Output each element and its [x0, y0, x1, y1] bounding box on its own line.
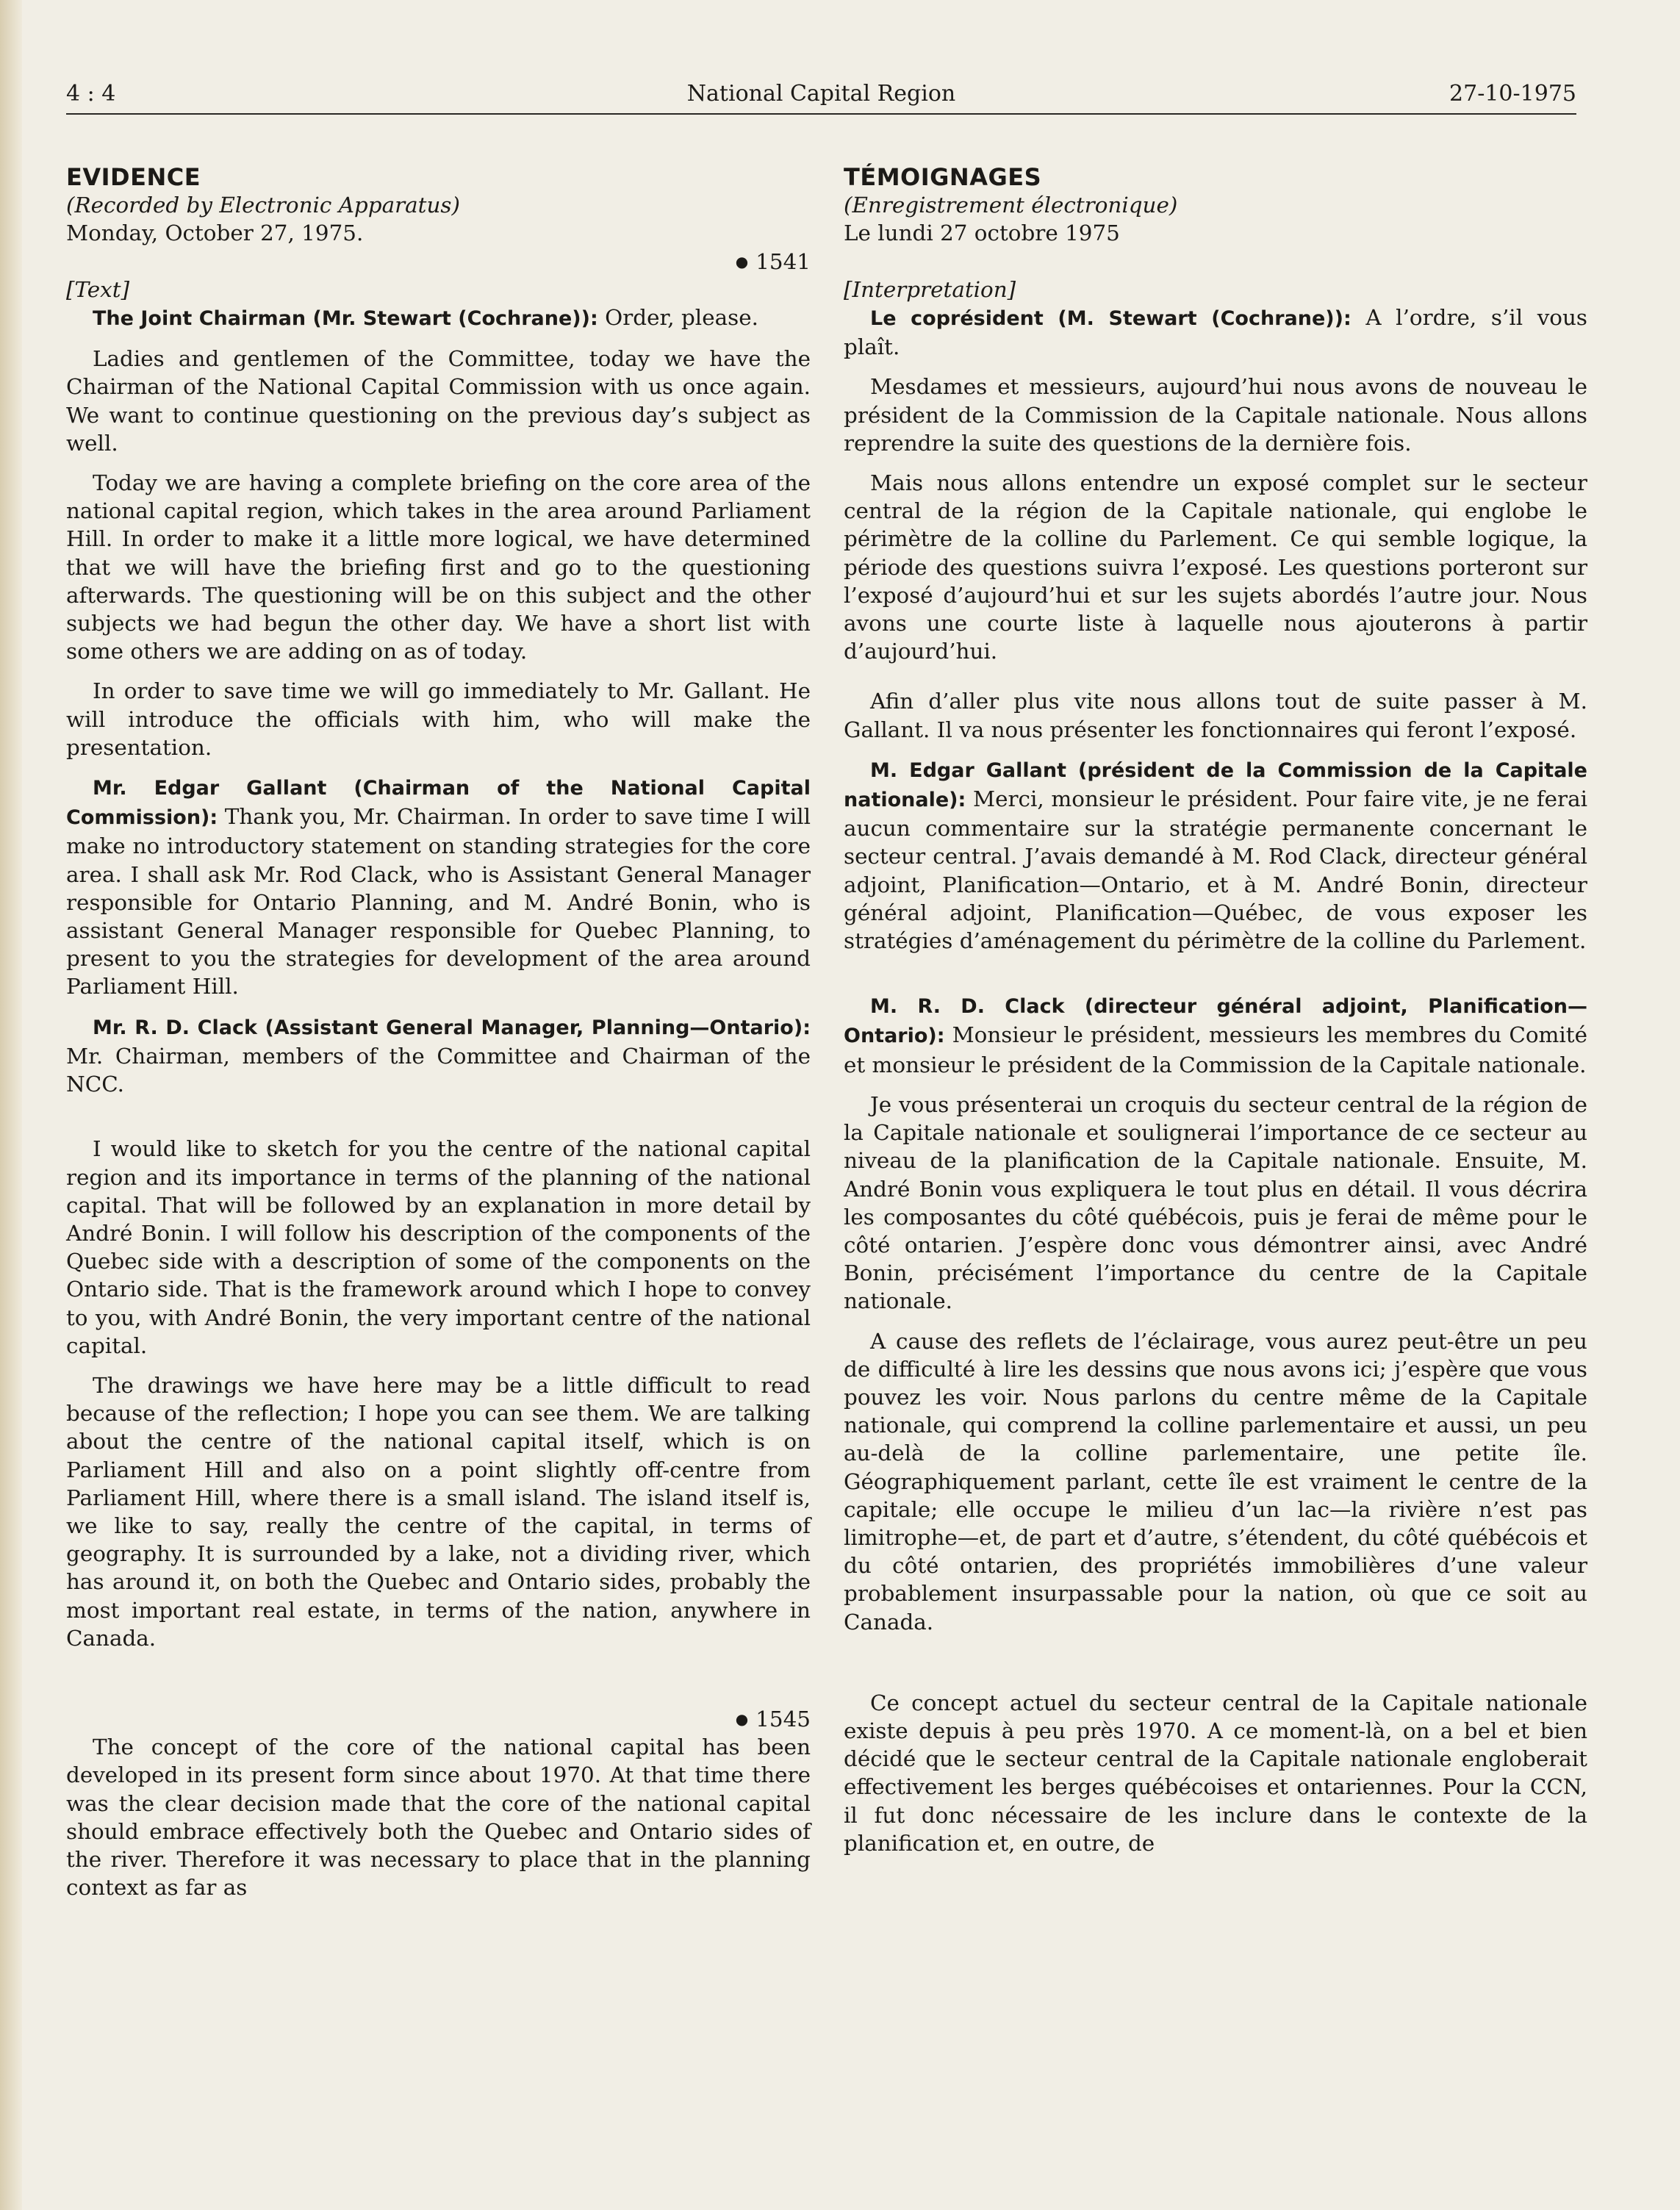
spacer — [844, 677, 1587, 687]
speech-paragraph: Afin d’aller plus vite nous allons tout de suite passer à M. Gallant. Il va nous présenter les fonctionnaires qui feront l’exposé. — [844, 689, 1587, 742]
speaker-name: M. R. D. Clack (directeur général adjoint, Planification—Ontario): — [844, 995, 1587, 1048]
bullet-icon: ● — [735, 252, 749, 270]
speaker-name: The Joint Chairman (Mr. Stewart (Cochrane)): — [93, 307, 598, 331]
speech-paragraph: Mesdames et messieurs, aujourd’hui nous avons de nouveau le président de la Commission de la Capitale nationale. Nous allons reprendre la suite des questions de la dernière fois. — [844, 374, 1587, 456]
spacer — [844, 966, 1587, 991]
session-date: Monday, October 27, 1975. — [66, 220, 364, 246]
speaker-name: M. Edgar Gallant (président de la Commission de la Capitale nationale): — [844, 758, 1587, 812]
speech-paragraph: I would like to sketch for you the centre of the national capital region and its importance in terms of the planning of the national capital. That will be followed by an explanation in more detail by André Bonin. I will follow his description of the components of the Quebec side with a description of some of the components on the Ontario side. That is the framework around which I hope to convey to you, with André Bonin, the very important centre of the national capital. — [66, 1136, 811, 1358]
speech-paragraph: Today we are having a complete briefing on the core area of the national capital region, which takes in the area around Parliament Hill. In order to make it a little more logical, we have determined that we will have the briefing first and go to the questioning afterwards. The questioning will be on this subject and the other subjects we had begun the other day. We have a short list with some others we are adding on as of today. — [66, 470, 811, 664]
speech-paragraph: A cause des reflets de l’éclairage, vous aurez peut-être un peu de difficulté à lire les dessins que nous avons ici; j’espère que vous pouvez les voir. Nous parlons du centre même de la Capitale nationale, qui comprend la colline parlementaire et aussi, un peu au-delà de la colline parlementaire, une petite île. Géographiquement parlant, cette île est vraiment le centre de la capitale; elle occupe le milieu d’un lac—la rivière n’est pas limitrophe—et, de part et d’autre, s’étendent, du côté québécois et du côté ontarien, des propriétés immobilières d’une valeur probablement insurpassable pour la nation, où que ce soit au Canada. — [844, 1328, 1587, 1635]
speech-paragraph: Mais nous allons entendre un exposé complet sur le secteur central de la région de la Capitale nationale, qui englobe le périmètre de la colline du Parlement. Ce qui semble logique, la période des questions suivra l’exposé. Les questions porteront sur l’exposé d’aujourd’hui et sur les sujets abordés l’autre jour. Nous avons une courte liste à laquelle nous ajouterons à partir d’aujourd’hui. — [844, 470, 1587, 664]
section-heading: EVIDENCE — [66, 163, 201, 191]
speech-text: Order, please. — [605, 305, 758, 331]
section-subheading: (Recorded by Electronic Apparatus) — [66, 193, 460, 218]
speech-paragraph — [844, 756, 1587, 955]
french-column — [844, 163, 1587, 1869]
speech-text: Merci, monsieur le président. Pour faire vite, je ne ferai aucun commentaire sur la stratégie permanente concernant le secteur central. J’avais demandé à M. Rod Clack, directeur général adjoint, Planification—Ontario, et à M. André Bonin, directeur général adjoint, Planification—Québec, de vous exposer les stratégies d’aménagement du périmètre de la colline du Parlement. — [844, 786, 1587, 954]
speech-paragraph — [844, 991, 1587, 1079]
speech-paragraph — [66, 773, 811, 1001]
speech-paragraph — [844, 304, 1587, 361]
language-tag: [Text] — [66, 276, 130, 302]
speech-text: A l’ordre, s’il vous plaît. — [844, 305, 1588, 360]
speech-paragraph: In order to save time we will go immediately to Mr. Gallant. He will introduce the officials with him, who will make the presentation. — [66, 678, 811, 760]
time-marker — [66, 248, 811, 276]
page-binding-edge — [0, 0, 22, 2210]
header-title: National Capital Region — [686, 81, 956, 107]
section-subheading: (Enregistrement électronique) — [844, 193, 1178, 218]
spacer — [844, 1648, 1587, 1689]
time-marker — [66, 1705, 811, 1733]
speech-paragraph: The concept of the core of the national capital has been developed in its present form since about 1970. At that time there was the clear decision made that the core of the national capital should embrace effectively both the Quebec and Ontario sides of the river. Therefore it was necessary to place that in the planning context as far as — [66, 1734, 811, 1901]
header-rule — [66, 113, 1576, 115]
speech-paragraph: Ce concept actuel du secteur central de la Capitale nationale existe depuis à peu près 1970. A ce moment-là, on a bel et bien décidé que le secteur central de la Capitale nationale engloberait effectivement les berges québécoises et ontariennes. Pour la CCN, il fut donc nécessaire de les inclure dans le contexte de la planification et, en outre, de — [844, 1690, 1587, 1856]
running-header — [66, 78, 1576, 113]
speech-text: Thank you, Mr. Chairman. In order to save time I will make no introductory statement on standing strategies for the core area. I shall ask Mr. Rod Clack, who is Assistant General Manager responsible for Ontario Planning, and M. André Bonin, who is assistant General Manager responsible for Quebec Planning, to present to you the strategies for development of the area around Parliament Hill. — [66, 804, 811, 1000]
speech-paragraph — [66, 1013, 811, 1099]
page-number: 4 : 4 — [66, 81, 116, 107]
spacer — [66, 1664, 811, 1705]
speaker-name: Mr. R. D. Clack (Assistant General Manager, Planning—Ontario): — [93, 1016, 811, 1039]
session-date: Le lundi 27 octobre 1975 — [844, 220, 1120, 246]
speech-paragraph — [66, 304, 811, 333]
section-heading: TÉMOIGNAGES — [844, 163, 1042, 191]
header-date: 27-10-1975 — [1449, 81, 1576, 107]
speech-paragraph: Je vous présenterai un croquis du secteur central de la région de la Capitale nationale et soulignerai l’importance de ce secteur au niveau de la planification de la Capitale nationale. Ensuite, M. André Bonin vous expliquera le tout plus en détail. Il vous décrira les composantes du côté québécois, puis je ferai de même pour le côté ontarien. J’espère donc vous démontrer ainsi, avec André Bonin, précisément l’importance du centre de la Capitale nationale. — [844, 1091, 1587, 1314]
time-marker-value: 1541 — [755, 248, 811, 274]
speaker-name: Mr. Edgar Gallant (Chairman of the National Capital Commission): — [66, 777, 811, 830]
speech-paragraph: The drawings we have here may be a little difficult to read because of the reflection; I hope you can see them. We are talking about the centre of the national capital itself, which is on Parliament Hill and also on a point slightly off-centre from Parliament Hill, where there is a small island. The island itself is, we like to say, really the centre of the capital, in terms of geography. It is surrounded by a lake, not a dividing river, which has around it, on both the Quebec and Ontario sides, probably the most important real estate, in terms of the nation, anywhere in Canada. — [66, 1372, 811, 1651]
bullet-icon: ● — [735, 1709, 749, 1728]
language-tag: [Interpretation] — [844, 276, 1016, 302]
speech-paragraph: Ladies and gentlemen of the Committee, today we have the Chairman of the National Capital Commission with us once again. We want to continue questioning on the previous day’s subject as well. — [66, 346, 811, 456]
speaker-name: Le coprésident (M. Stewart (Cochrane)): — [870, 307, 1351, 331]
speech-text: Monsieur le président, messieurs les membres du Comité et monsieur le président de la Commission de la Capitale nationale. — [844, 1022, 1588, 1077]
english-column — [66, 163, 811, 1913]
speech-text: Mr. Chairman, members of the Committee and Chairman of the NCC. — [66, 1043, 811, 1097]
time-marker-value: 1545 — [755, 1706, 811, 1732]
spacer — [66, 1110, 811, 1135]
